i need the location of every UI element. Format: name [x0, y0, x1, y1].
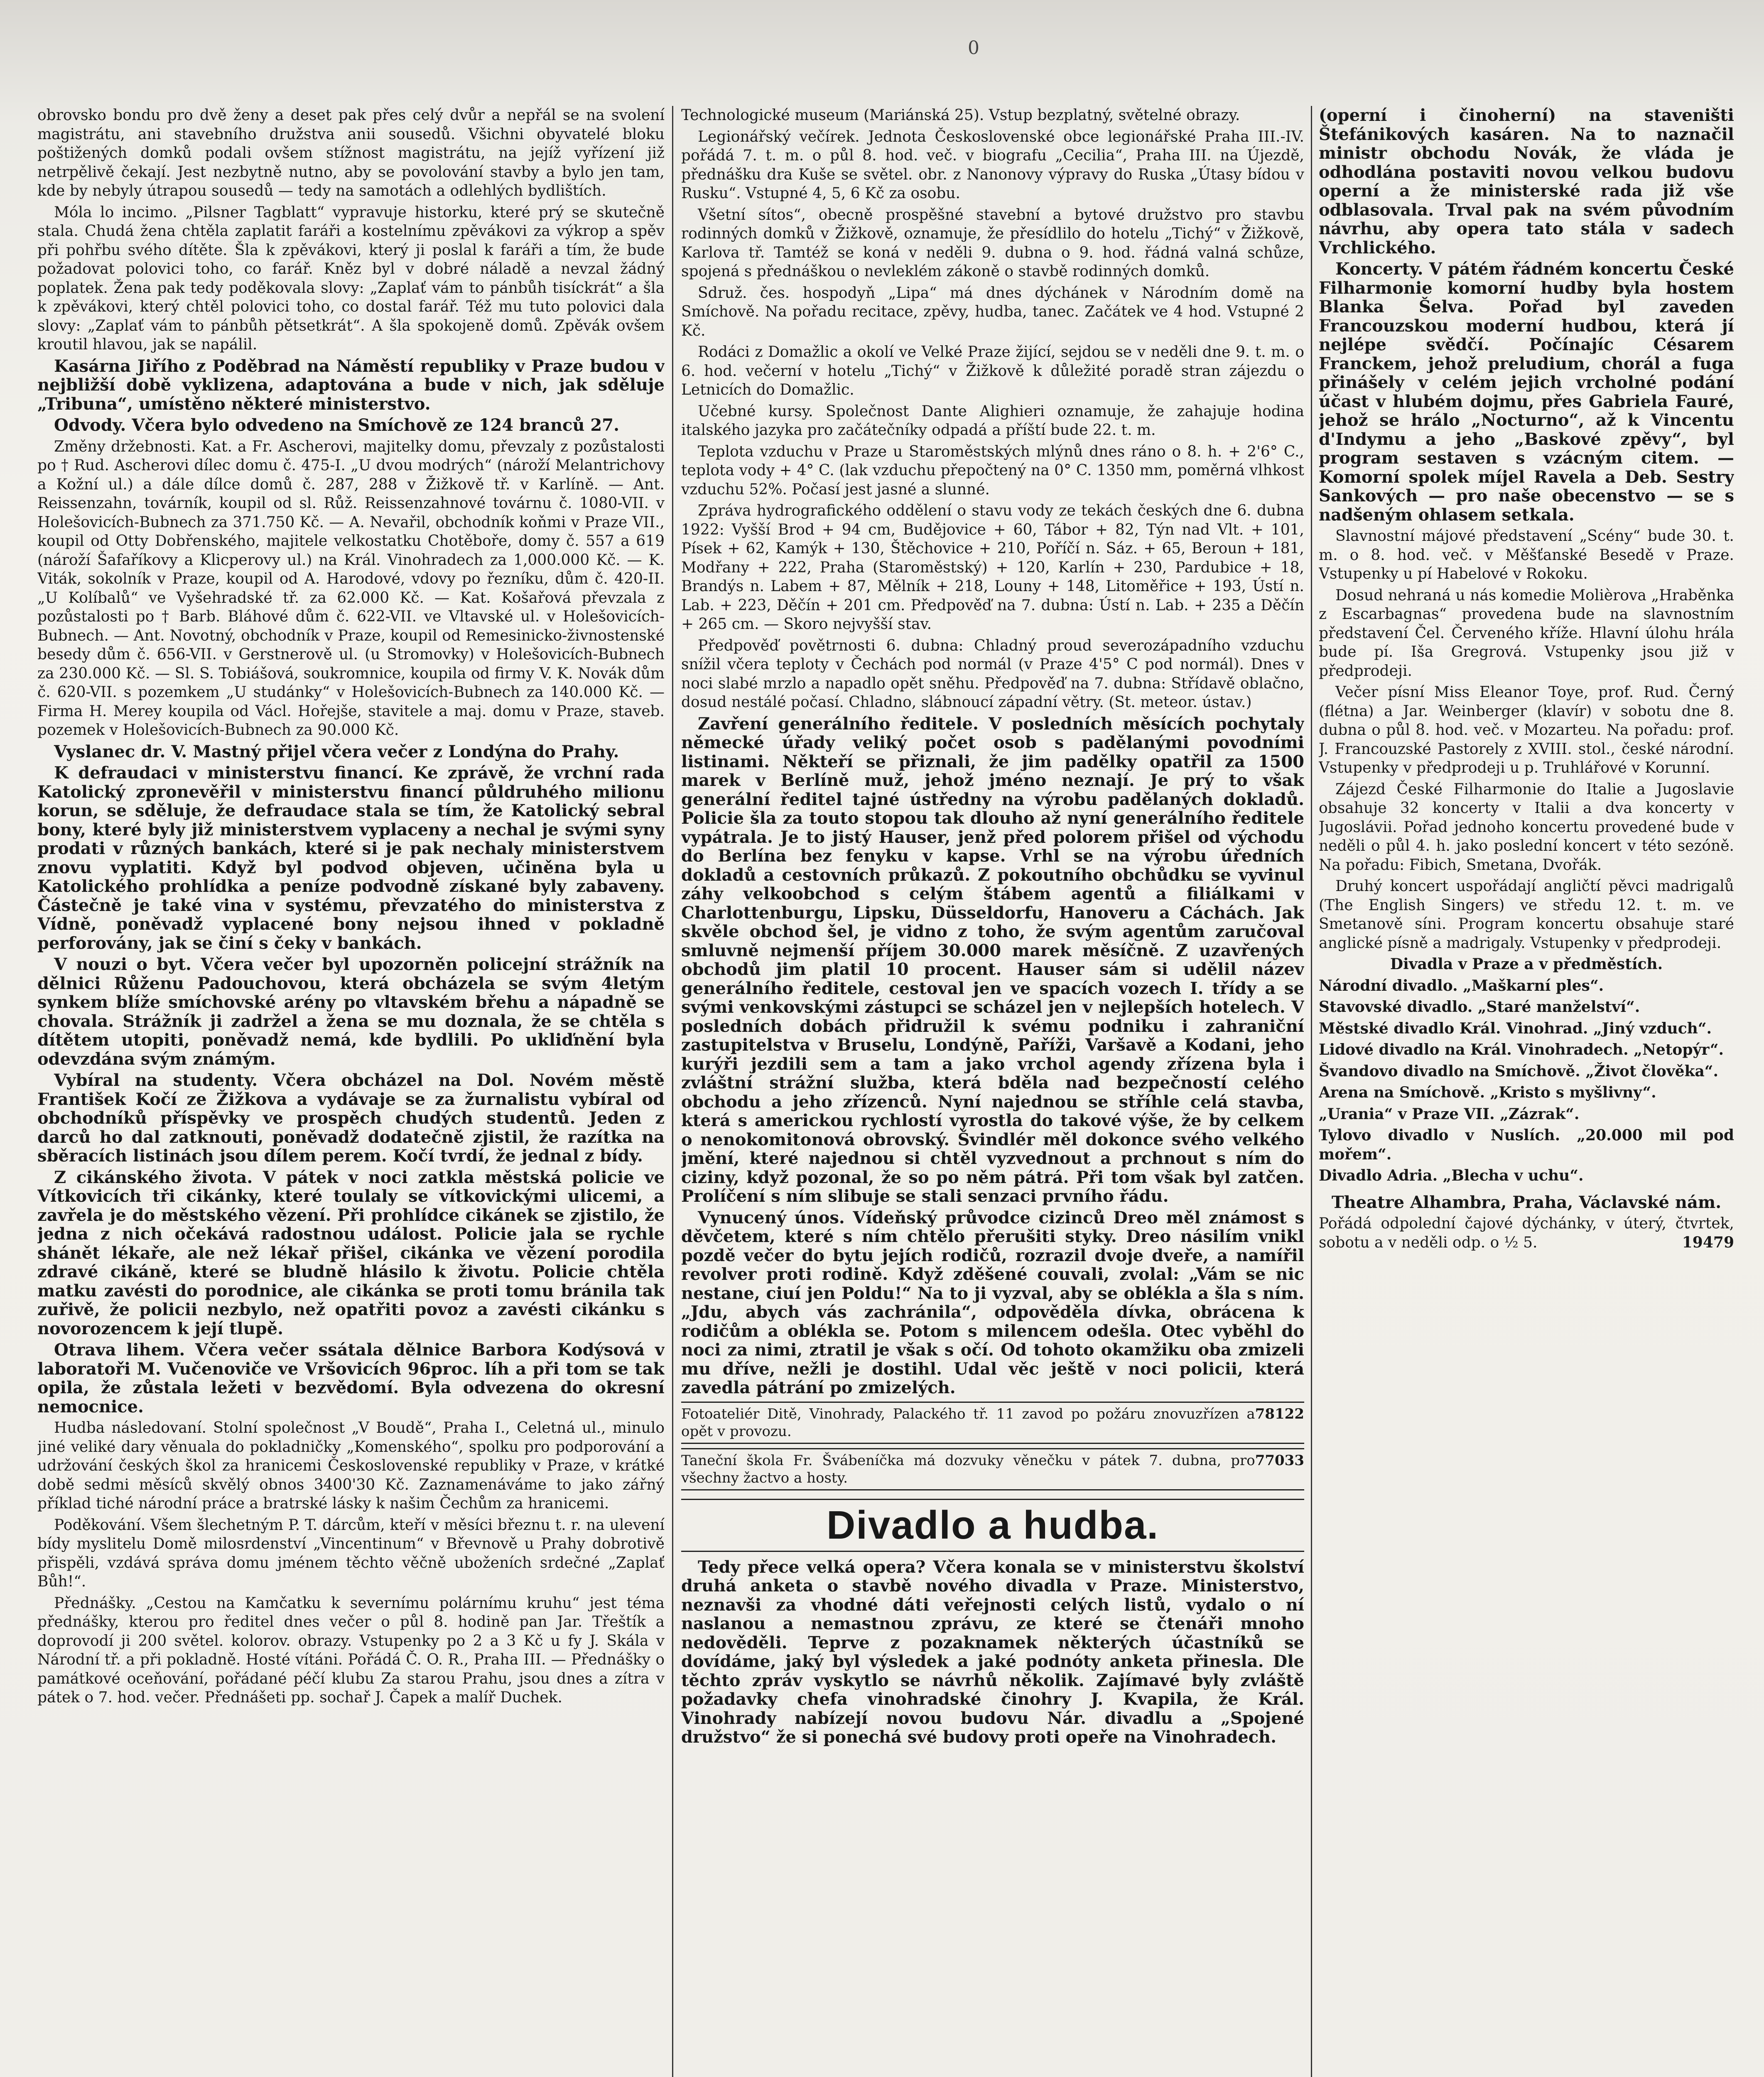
news-item: Všetní sítos“, obecně prospěšné stavební a bytové družstvo pro stavbu rodinných domků v Žižkově, oznamuje, že přesídlilo do hotelu „Tichý“ v Žižkově, Karlova tř. Tamtéž se koná v neděli 9. dubna o 9. hod. řádná valná schůze, spojená s přednáškou o nevleklém zákoně o stavbě rodinných domků.	[681, 206, 1304, 280]
news-item: Rodáci z Domažlic a okolí ve Velké Praze žijící, sejdou se v neděli dne 9. t. m. o 6. hod. večerní v hotelu „Tichý“ v Žižkově k důležité poradě stran zájezdu o Letnicích do Domažlic.	[681, 344, 1304, 398]
ad-text: Taneční škola Fr. Švábeníčka má dozvuky věnečku v pátek 7. dubna, pro všechny žactvo a hosty.	[681, 1452, 1255, 1486]
news-item: Poděkování. Všem šlechetným P. T. dárcům, kteří v měsíci březnu t. r. na ulevení bídy myslitelu Domě milosrdenství „Vincentinum“ v Břevnově u Prahy dobrotivě přispěli, vzdává správa domu jménem těchto věčně uboženích srdečné „Zaplať Bůh!“.	[37, 1516, 665, 1590]
news-item: Zájezd České Filharmonie do Italie a Jugoslavie obsahuje 32 koncerty v Italii a dva koncerty v Jugoslávii. Pořad jednoho koncertu provedené bude v neděli o půl 4. h. jako poslední koncert v této sezóně. Na pořadu: Fibich, Smetana, Dvořák.	[1319, 781, 1734, 874]
news-item: Legionářský večírek. Jednota Československé obce legionářské Praha III.-IV. pořádá 7. t. m. o půl 8. hod. več. v biografu „Cecilia“, Praha III. na Újezdě, přednášku dra Kuše se světel. obr. z Nanonovy výpravy do Ruska „Útasy bídou v Rusku“. Vstupné 4, 5, 6 Kč za osobu.	[681, 128, 1304, 202]
news-item: Druhý koncert uspořádají angličtí pěvci madrigalů (The English Singers) ve středu 12. t. m. ve Smetanově síni. Program koncertu obsahuje staré anglické písně a madrigaly. Vstupenky v předprodeji.	[1319, 878, 1734, 952]
column-left	[37, 106, 665, 2077]
news-item: Zavření generálního ředitele. V posledních měsících pochytaly německé úřady veliký počet osob s padělanými povodními listinami. Někteří se přiznali, že jim padělky opatřil za 1500 marek v Berlíně muž, jehož jméno neznají. Je prý to však generální ředitel tajné ústředny na výrobu padělaných dokladů. Policie šla za touto stopou tak dlouho až nyní generálního ředitele vypátrala. Je to jistý Hauser, jenž před polorem přišel od východu do Berlína bez fenyku v kapse. Vrhl se na výrobu úředních dokladů a cestovních průkazů. Z pokoutního obchůdku se vyvinul záhy velkoobchod s celým štábem agentů a filiálkami v Charlottenburgu, Lipsku, Düsseldorfu, Hanoveru a Cáchách. Jak skvěle obchod šel, je vidno z toho, že svým agentům zaručoval smluvně nejmenší příjem 30.000 marek měsíčně. Z uzavřených obchodů jim platil 10 procent. Hauser sám si udělil název generálního ředitele, cestoval jen ve spacích vozech I. třídy a se svými venkovskými zástupci se scházel jen v nejlepších hotelech. V posledních dobách přidružil k svému podniku i zahraniční zastupitelstva v Bruselu, Londýně, Paříži, Varšavě a Kodani, jeho kurýři jezdili sem a tam a jako vrchol agendy zřízena byla i zvláštní strážní služba, která bděla nad bezpečností celého obchodu a jeho zřízenců. Nyní najednou se stříhle celá stavba, která s americkou rychlostí vyrostla do takové výše, že by celkem o nenokomitonová obrovský. Švindlér měl dokonce svého velkého jmění, které najednou si chtěl vyzvednout a prchnout s ním do ciziny, když pozonal, že so po něm pátrá. Při tom však byl zatčen. Prolíčení s ním slibuje se stali senzaci prvního řádu.	[681, 714, 1304, 1206]
news-item: K defraudaci v ministerstvu financí. Ke zprávě, že vrchní rada Katolický zpronevěřil v ministerstvu financí půldruhého milionu korun, se sděluje, že defraudace stala se tím, že Katolický sebral bony, které byly již ministerstvem vyplaceny a nechal je svými syny prodati v různých bankách, které si je pak nechaly ministerstvem znovu vyplatiti. Když byl podvod objeven, učiněna byla u Katolického prohlídka a peníze podvodně získané byly zabaveny. Částečně je také vina v systému, převzatého do ministerstva z Vídně, poněvadž vyplacené bony nejsou ihned v pokladně perforovány, jak se činí s čeky v bankách.	[37, 763, 665, 953]
news-item: Tedy přece velká opera? Včera konala se v ministerstvu školství druhá anketa o stavbě nového divadla v Praze. Ministerstvo, neznavši za vhodné dáti veřejnosti celých listů, vydalo o ní naslanou a nemastnou zprávu, ze které se čtenáři mnoho nedověděli. Teprve z pozaknamek některých účastníků se dovídáme, jaký byl výsledek a jaké podnóty anketa přinesla. Dle těchto zpráv vyskytlo se návrhů několik. Zajímavé byly zvláště požadavky chefa vinohradské činohry J. Kvapila, že Král. Vinohrady nabízejí novou budovu Nár. divadlu a „Spojené družstvo“ že si ponechá své budovy proti opeře na Vinohradech.	[681, 1557, 1304, 1747]
theatre-listing: Arena na Smíchově. „Kristo s myšlivny“.	[1319, 1084, 1656, 1101]
theatre-listing: Městské divadlo Král. Vinohrad. „Jiný vzduch“.	[1319, 1019, 1712, 1037]
news-item: Předpověď povětrnosti 6. dubna: Chladný proud severozápadního vzduchu snížil včera teploty v Čechách pod normál (v Praze 4'5° C pod normál). Dnes v noci slabé mrzlo a napadlo opět sněhu. Předpověď na 7. dubna: Střídavě oblačno, dosud nestálé počasí. Chladno, slábnoucí západní větry. (St. meteor. ústav.)	[681, 637, 1304, 711]
theatres-heading: Divadla v Praze a v předměstích.	[1390, 955, 1663, 973]
section-title: Divadlo a hudba.	[681, 1499, 1304, 1552]
alhambra-body: Pořádá odpolední čajové dýchánky, v úterý, čtvrtek, sobotu a v neděli odp. o ½ 5.	[1319, 1215, 1734, 1251]
column-rule	[672, 106, 673, 2077]
news-item: Teplota vzduchu v Praze u Staroměstských mlýnů dnes ráno o 8. h. + 2'6° C., teplota vody + 4° C. (lak vzduchu přepočtený na 0° C. 1350 mm, poměrná vlhkost vzduchu 52%. Počasí jest jasné a slunné.	[681, 443, 1304, 498]
news-item: Přednášky. „Cestou na Kamčatku k severnímu polárnímu kruhu“ jest téma přednášky, kterou pro ředitel dnes večer o půl 8. hodině pan Jar. Třeštík a doprovodí ji 200 světel. kolorov. obrazy. Vstupenky po 2 a 3 Kč u fy J. Skála v Národní tř. a při pokladně. Hosté vítáni. Pořádá Č. O. R., Praha III. — Přednášky o památkové oceňování, pořádané péčí klubu Za starou Prahu, jsou dnes a zítra v pátek o 7. hod. večer. Přednášeti pp. sochař J. Čapek a malíř Duchek.	[37, 1594, 665, 1706]
theatre-listing: Tylovo divadlo v Nuslích. „20.000 mil pod mořem“.	[1319, 1127, 1734, 1163]
news-item: Změny držebnosti. Kat. a Fr. Ascherovi, majitelky domu, převzaly z pozůstalosti po † Rud. Ascherovi dílec domu č. 475-I. „U dvou modrých“ (nároží Melantrichovy a Kožní ul.) a dále dílce domů č. 287, 288 v Žižkově tř. v Karlíně. — Ant. Reissenzahn, továrník, koupil od sl. Růž. Reissenzahnové továrnu č. 1080-VII. v Holešovicích-Bubnech za 371.750 Kč. — A. Nevařil, obchodník koňmi v Praze VII., koupil od Otty Dobřenského, majitele velkostatku Chotěboře, domy č. 557 a 619 (nároží Šafaříkovy a Klicperovy ul.) na Král. Vinohradech za 1,000.000 Kč. — K. Viták, sokolník v Praze, koupil od A. Harodové, vdovy po řezníku, dům č. 420-II. „U Kolíbalů“ ve Vyšehradské tř. za 62.000 Kč. — Kat. Košařová převzala z pozůstalosti po † Barb. Bláhové dům č. 622-VII. ve Vltavské ul. v Holešovicích-Bubnech. — Ant. Novotný, obchodník v Praze, koupil od Remesinicko-živnostenské besedy dům č. 656-VII. v Gerstnerově ul. (u Stromovky) v Holešovicích-Bubnech za 230.000 Kč. — Sl. S. Tobiášová, soukromnice, koupila od firmy V. K. Novák dům č. 620-VII. s pozemkem „U studánky“ v Holešovicích-Bubnech za 140.000 Kč. — Firma H. Merey koupila od Václ. Hořejše, stavitele a maj. domu v Praze, staveb. pozemek v Holešovicích-Bubnech za 90.000 Kč.	[37, 438, 665, 739]
news-item: Technologické museum (Mariánská 25). Vstup bezplatný, světelné obrazy.	[681, 107, 1240, 124]
page-number: 0	[968, 37, 979, 59]
ad-number: 77033	[1255, 1452, 1304, 1469]
news-item: Učebné kursy. Společnost Dante Alighieri oznamuje, že zahajuje hodina italského jazyka pro začátečníky odpadá a příští bude 22. t. m.	[681, 403, 1304, 439]
alhambra-text	[1319, 1214, 1734, 1252]
theatre-listing: Švandovo divadlo na Smíchově. „Život člověka“.	[1319, 1062, 1719, 1080]
theatre-listing: Lidové divadlo na Král. Vinohradech. „Netopýr“.	[1319, 1041, 1724, 1058]
column-rule	[1311, 106, 1312, 2077]
advertisement	[681, 1402, 1304, 1444]
news-item: Sdruž. čes. hospodyň „Lipa“ má dnes dýchánek v Národním domě na Smíchově. Na pořadu recitace, zpěvy, hudba, tanec. Začátek ve 4 hod. Vstupné 2 Kč.	[681, 284, 1304, 339]
news-item: Móla lo incimo. „Pilsner Tagblatt“ vypravuje historku, které prý se skutečně stala. Chudá žena chtěla zaplatit faráři a kostelnímu zpěvákovi za výkrop a spěv při pohřbu svého dítěte. Šla k zpěvákovi, který ji poslal k faráři a tím, že bude požadovat polovici toho, co farář. Kněz byl v dobré náladě a nevzal žádný poplatek. Žena pak tedy poděkovala slovy: „Zaplať vám to pánbůh tisíckrát“ a šla k zpěvákovi, který chtěl polovici toho, co dostal farář. Též mu tuto polovici dala slovy: „Zaplať vám to pánbůh pětsetkrát“. A šla spokojeně domů. Zpěvák ovšem kroutil hlavou, jak se napálil.	[37, 204, 665, 353]
column-right	[1319, 106, 1734, 2077]
alhambra-heading: Theatre Alhambra, Praha, Václavské nám.	[1331, 1192, 1722, 1212]
theatre-listing: Stavovské divadlo. „Staré manželství“.	[1319, 998, 1640, 1016]
news-item: Dosud nehraná u nás komedie Molièrova „Hraběnka z Escarbagnas“ provedena bude na slavnostním představení Čel. Červeného kříže. Hlavní úlohu hrála bude pí. Iša Gregrová. Vstupenky jsou již v předprodeji.	[1319, 587, 1734, 680]
news-item: Kasárna Jiřího z Poděbrad na Náměstí republiky v Praze budou v nejbližší době vyklizena, adaptována a bude v nich, jak sděluje „Tribuna“, umístěno některé ministerstvo.	[37, 356, 665, 414]
news-item: Odvody. Včera bylo odvedeno na Smíchově ze 124 branců 27.	[54, 415, 619, 435]
news-item: V nouzi o byt. Včera večer byl upozorněn policejní strážník na dělnici Růženu Padouchovou, která obcházela se svým 4letým synkem blíže smíchovské arény po vltavském břehu a nápadně se chovala. Strážník ji zadržel a žena se mu doznala, že se chtěla s dítětem utopiti, poněvadž nemá, kde bydlili. Po ukliďnění byla odevzdána svým známým.	[37, 955, 665, 1069]
news-item: Hudba následovaní. Stolní společnost „V Boudě“, Praha I., Celetná ul., minulo jiné veliké dary věnuala do pokladničky „Komenského“, spolku pro podporování a udržování českých škol za hranicemi Československé republiky v Praze, v krátké době sedmi měsíců skvělý obnos 3400'30 Kč. Zaznamenáváme to jako zářný příklad tiché národní práce a bratrské lásky k našim Čechům za hranicemi.	[37, 1419, 665, 1512]
theatre-listing: Divadlo Adria. „Blecha v uchu“.	[1319, 1167, 1584, 1184]
news-item: Z cikánského života. V pátek v noci zatkla městská policie ve Vítkovicích tři cikánky, které toulaly se vítkovickými ulicemi, a zavřela je do městského vězení. Při prohlídce cikánek se zjistilo, že jedna z nich očekává radostnou událost. Policie jala se rychle shánět lékaře, ale než lékař přišel, cikánka ve vězení porodila zdravé cikáně, které se bludně hlásilo k životu. Policie chtěla matku zavésti do porodnice, ale cikánka se proti tomu bránila tak zuřivě, že policii nezbylo, než opatřiti povoz a zavésti cikánku s novorozencem k její tlupě.	[37, 1167, 665, 1338]
news-item: Vynucený únos. Vídeňský průvodce cizinců Dreo měl známost s děvčetem, které s ním chtělo přerušiti styky. Dreo násilím vnikl pozdě večer do bytu jejích rodičů, rozrazil dvoje dveře, a namířil revolver proti rodině. Když zděšené couvali, zvolal: „Vám se nic nestane, ciuí jen Poldu!“ Na to ji vyzval, aby se oblékla a šla s ním. „Jdu, abych vás zachránila“, odpověděla dívka, obrácena k rodičům a oblékla se. Potom s milencem odešla. Otec vyběhl do noci za nimi, ztratil je však s očí. Od tohoto okamžiku oba zmizeli mu dříve, nežli je dostihl. Udal věc ještě v noci policii, která zavedla pátrání po zmizelých.	[681, 1208, 1304, 1397]
news-item: (operní i činoherní) na staveništi Štefánikových kasáren. Na to naznačil ministr obchodu Novák, že vláda je odhodlána postaviti novou velkou budovu operní a že ministerské rada již vše odblasovala. Trval pak na svém původním návrhu, aby opera tato stála v sadech Vrchlického.	[1319, 106, 1734, 258]
news-item: Vyslanec dr. V. Mastný přijel včera večer z Londýna do Prahy.	[54, 741, 619, 761]
column-middle	[681, 106, 1304, 2077]
ad-number: 78122	[1255, 1405, 1304, 1422]
news-item: Koncerty. V pátém řádném koncertu České Filharmonie komorní hudby byla hostem Blanka Šelva. Pořad byl zaveden Francouzskou moderní hudbou, která jí nejlépe svědčí. Počínajíc Césarem Franckem, jehož preludium, chorál a fuga přinášely v celém jejich vrcholné podání účast v hlubém dojmu, přes Gabriela Fauré, jehož se hrálo „Nocturno“, až k Vincentu d'Indymu a jeho „Baskové zpěvy“, byl program sestaven s vzácným citem. — Komorní spolek míjel Ravela a Deb. Sestry Sankových — pro naše obecenstvo — se s nadšeným ohlasem setkala.	[1319, 259, 1734, 525]
ad-number: 19479	[1682, 1233, 1734, 1251]
news-item: Zpráva hydrografického oddělení o stavu vody ze tekách českých dne 6. dubna 1922: Vyšší Brod + 94 cm, Budějovice + 60, Tábor + 82, Týn nad Vlt. + 101, Písek + 62, Kamýk + 130, Štěchovice + 210, Poříčí n. Sáz. + 65, Beroun + 181, Modřany + 222, Praha (Staroměstský) + 120, Karlín + 230, Pardubice + 18, Brandýs n. Labem + 87, Mělník + 218, Louny + 148, Litoměřice + 193, Ústí n. Lab. + 223, Děčín + 201 cm. Předpověď na 7. dubna: Ústí n. Lab. + 235 a Děčín + 265 cm. — Skoro nejvyšší stav.	[681, 502, 1304, 633]
theatre-listing: Národní divadlo. „Maškarní ples“.	[1319, 977, 1604, 994]
advertisement	[681, 1448, 1304, 1490]
theatre-listing: „Urania“ v Praze VII. „Zázrak“.	[1319, 1105, 1580, 1123]
news-item: Slavnostní májové představení „Scény“ bude 30. t. m. o 8. hod. več. v Měšťanské Besedě v Praze. Vstupenky u pí Habelové v Rokoku.	[1319, 528, 1734, 582]
ad-text: Fotoateliér Ditě, Vinohrady, Palackého tř. 11 zavod po požáru znovuzřízen a opět v provozu.	[681, 1405, 1255, 1440]
news-item: Vybíral na studenty. Včera obcházel na Dol. Novém městě František Kočí ze Žižkova a vydávaje se za žurnalistu vybíral od obchodníků příspěvky ve prospěch chudých studentů. Jeden z darců ho dal zatknouti, poněvadž dodatečně zjistil, že razítka na sběracích listinách jsou dílem perem. Kočí tvrdí, že jednal z bídy.	[37, 1070, 665, 1166]
news-item: Otrava lihem. Včera večer ssátala dělnice Barbora Kodýsová v laboratoři M. Vučenoviče ve Vršovicích 96proc. líh a při tom se tak opila, že zůstala ležeti v bezvědomí. Byla odvezena do okresní nemocnice.	[37, 1340, 665, 1417]
news-item: Večer písní Miss Eleanor Toye, prof. Rud. Černý (flétna) a Jar. Weinberger (klavír) v sobotu dne 8. dubna o půl 8. hod. več. v Mozarteu. Na pořadu: prof. J. Francouzské Pastorely z XVIII. stol., české národní. Vstupenky v předprodeji u p. Truhlářové v Korunní.	[1319, 684, 1734, 776]
news-item: obrovsko bondu pro dvě ženy a deset pak přes celý dvůr a nepřál se na svolení magistrátu, ani stavebního družstva anii sousedů. Všichni obyvatelé bloku poštižených domků podali ovšem stížnost magistrátu, na jejíž vyřízení již netrpělivě čekají. Jest nezbytně nutno, aby se povolování stavby a bylo jen tam, kde by nebyly útrapou sousedů — tedy na samotách a odlehlých bydlištích.	[37, 107, 665, 199]
